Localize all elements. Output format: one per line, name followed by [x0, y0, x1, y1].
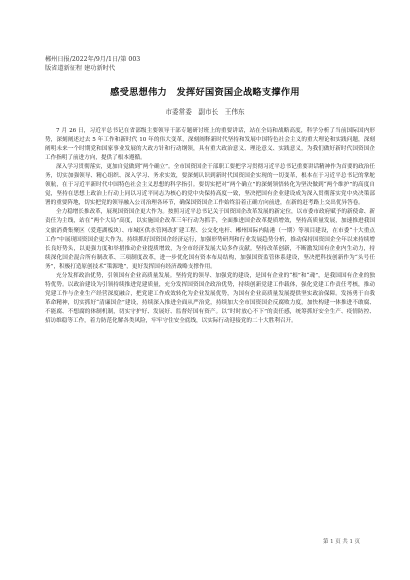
article-body [45, 127, 375, 326]
publication-section-line: 版省道新征程 建功新时代 [45, 65, 116, 72]
article-paragraph: 深入学习贯彻落实，更加自觉做到“两个确立”。全市国资国企干部职工要把学习贯彻习近平总书记重要讲话精神作为首要的政治任务，切实加强领导、精心组织、深入学习、务求实效，要深刻认识到新时代国资国企实现的一切变革，根本在于习近平总书记的掌舵领航，在于习近平新时代中国特色社会主义思想的科学指引。要切实把对“两个确立”的深刻领悟转化为坚决做到“两个维护”的高度自觉，坚持在思想上政治上行动上同以习近平同志为核心的党中央保持高度一致，坚决把国有企业建设成为深入贯彻落实党中央决策部署的重要阵地，切实把党的领导融入公司治理各环节，确保国资国企工作始终沿着正确方向前进，在新的赶考路上交出优异答卷。 [45, 164, 375, 207]
article-paragraph: 全力稳增长推改革，展现国资国企更大作为。按照习近平总书记关于国资国企改革发展的新定位，以市委市政府赋予的新使命、新责任为主线，站在“两个大局”高度，以实施国企改革三年行动为抓手，全面推进国企改革提质增效，坚持高质量发展，加速推进我国文旅消费集聚区（爱莲湖板块）、市城区供水管网改扩建工程、公交化电杆、郴州国际内陆港（一期）等项目建设，在市委“十大重点工作”中展现国资国企更大作为。持续抓好国资国企经济运行，加强形势研判和行业发展趋势分析，推动保持国资国企全年以来持续增长良好势头，以更强力度和举措推动企业提质增效，为全市经济发展大局多作贡献。坚持改革创新，不断激发国有企业内生动力，持续深化国企混合所有制改革、三项制度改革，进一步优化国有资本布局结构，加强国资监管体系建设，坚决把科技创新作为“头号任务”，积极打造原创技术“策源地”，更好发挥国有经济战略支撑作用。 [45, 209, 375, 270]
article-title: 感受思想伟力 发挥好国资国企战略支撑作用 [110, 87, 300, 98]
article-paragraph: 7 月 26 日，习近平总书记在省部级主要领导干部专题研讨班上的重要讲话，站在全局和战略高度，科学分析了当前国际国内形势，深刻阐述过去 5 年工作和新时代 10 年的伟大变革，深刻阐释新时代坚持和发展中国特色社会主义的重大理论和实践问题，深刻阐明未来一个时期党和国家事业发展的大政方针和行动纲领，具有重大政治意义、理论意义、实践意义，为我们做好新时代国资国企工作指明了前进方向，提供了根本遵循。 [45, 128, 375, 162]
page-number: 第 1 页 共 1 页 [323, 539, 360, 545]
article-byline: 市委常委 副市长 王伟东 [165, 108, 245, 116]
publication-source-line: 郴州日报/2022年/9月/1日/第 003 [45, 56, 141, 63]
article-paragraph: 充分发挥政治优势，引领国有企业高质量发展。坚持党的领导、加强党的建设，是国有企业的“根”和“魂”，是我国国有企业的独特优势。以政治建设为引领持续推进党建质量，充分发挥国资国企政治优势，持续创新党建工作载体，强化党建工作责任考核，推动党建工作与企业生产经营深度融合，把党建工作成效转化为企业发展优势，为国有企业高质量发展提供坚实政治保障。发扬勇于自我革命精神，切实抓好“清廉国企”建设，持续深入推进全面从严治党，持续加大全市国资国企反腐败力度，加快构建一体推进不敢腐、不能腐、不想腐的体制机制，切实守护好、发展好、监督好国有资产。以“时时放心不下”的责任感，统筹抓好安全生产、疫情防控、招访维稳等工作，着力防范化解各类风险，牢牢守住安全底线，以实际行动迎接党的二十大胜利召开。 [45, 272, 375, 324]
publication-header [45, 55, 375, 73]
